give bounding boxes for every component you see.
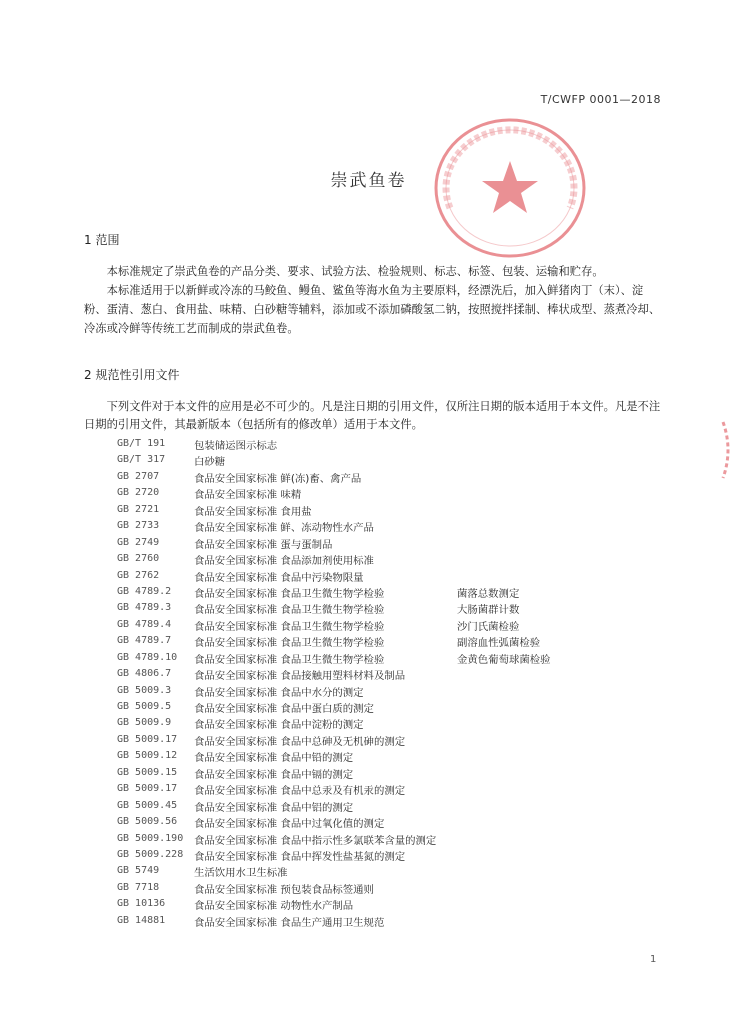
reference-code: GB 10136: [117, 898, 166, 910]
reference-code: GB 2707: [117, 470, 160, 482]
reference-code: GB 2720: [117, 487, 160, 499]
reference-title: 食品安全国家标准 食品卫生微生物学检验: [194, 637, 385, 650]
reference-title: 食品安全国家标准 食品添加剂使用标准: [194, 555, 374, 568]
reference-code: GB 2762: [117, 569, 160, 581]
reference-title: 包装储运图示标志: [194, 440, 278, 452]
reference-row: [117, 453, 677, 469]
reference-title: 食品安全国家标准 食品中指示性多氯联苯含量的测定: [194, 834, 437, 847]
reference-code: GB 5009.3: [117, 684, 172, 696]
reference-row: [117, 733, 677, 749]
reference-row: [117, 667, 677, 683]
section-1-paragraph: 本标准规定了崇武鱼卷的产品分类、要求、试验方法、检验规则、标志、标签、包装、运输和贮存。: [106, 265, 604, 278]
reference-row: [117, 552, 677, 568]
reference-title: 食品安全国家标准 预包装食品标签通则: [194, 883, 374, 896]
reference-title: 食品安全国家标准 食品中蛋白质的测定: [194, 703, 374, 715]
reference-title: 食品安全国家标准 鲜、冻动物性水产品: [194, 522, 374, 535]
reference-title: 食品安全国家标准 食品接触用塑料材料及制品: [194, 670, 406, 683]
document-title: 崇武鱼卷: [330, 171, 407, 191]
reference-title: 食品安全国家标准 食品中过氧化值的测定: [194, 818, 385, 831]
reference-code: GB 5009.9: [117, 717, 172, 729]
reference-code: GB 4789.2: [117, 585, 172, 597]
reference-row: [117, 536, 677, 552]
reference-row: [117, 864, 677, 880]
reference-title: 食品安全国家标准 食品卫生微生物学检验: [194, 604, 385, 617]
reference-row: [117, 601, 677, 617]
reference-row: [117, 716, 677, 732]
reference-code: GB 5009.17: [117, 733, 178, 745]
reference-title: 食品安全国家标准 食品卫生微生物学检验: [194, 620, 385, 633]
section-2-body: [84, 398, 664, 434]
reference-row: [117, 437, 677, 453]
reference-title: 食品安全国家标准 食品中淀粉的测定: [194, 719, 364, 732]
reference-title: 白砂糖: [194, 456, 226, 469]
standard-code: T/CWFP 0001—2018: [540, 93, 661, 106]
reference-title: 食品安全国家标准 食品中镉的测定: [194, 768, 354, 781]
reference-code: GB 5009.5: [117, 701, 172, 712]
reference-title: 食品安全国家标准 蛋与蛋制品: [194, 538, 333, 551]
reference-code: GB 5009.45: [117, 799, 178, 811]
reference-title: 食品安全国家标准 味精: [194, 489, 302, 502]
reference-row: [117, 881, 677, 897]
section-2-heading: 2 规范性引用文件: [84, 368, 180, 382]
reference-title: 食品安全国家标准 食品中铝的测定: [194, 801, 354, 814]
section-2-paragraph: 下列文件对于本文件的应用是必不可少的。凡是注日期的引用文件，仅所注日期的版本适用于本文件。凡是不注日期的引用文件，其最新版本（包括所有的修改单）适用于本文件。: [84, 400, 661, 431]
reference-row: [117, 782, 677, 798]
reference-title: 食品安全国家标准 食品中铅的测定: [194, 752, 354, 765]
reference-row: [117, 470, 677, 486]
reference-row: [117, 634, 677, 650]
reference-code: GB 2760: [117, 553, 160, 565]
reference-code: GB 2733: [117, 520, 160, 532]
reference-title: 食品安全国家标准 食品生产通用卫生规范: [194, 916, 385, 929]
reference-row: [117, 897, 677, 913]
reference-title: 食品安全国家标准 鲜(冻)畜、禽产品: [194, 472, 362, 485]
reference-row: [117, 585, 677, 601]
reference-code: GB 5009.17: [117, 783, 178, 795]
reference-title: 食品安全国家标准 食品中总砷及无机砷的测定: [194, 735, 406, 748]
reference-code: GB 7718: [117, 881, 160, 893]
reference-title: 食品安全国家标准 食品卫生微生物学检验: [194, 653, 385, 666]
reference-row: [117, 914, 677, 930]
reference-code: GB 4789.4: [117, 618, 172, 630]
reference-row: [117, 832, 677, 848]
reference-title: 食品安全国家标准 食品中挥发性盐基氮的测定: [194, 850, 406, 863]
reference-code: GB 4806.7: [117, 668, 172, 680]
reference-code: GB 5009.56: [117, 816, 178, 828]
reference-code: GB/T 317: [117, 454, 166, 466]
seal-edge-mark-icon: [719, 420, 737, 480]
reference-title: 食品安全国家标准 食品中水分的测定: [194, 686, 364, 699]
reference-row: [117, 569, 677, 585]
reference-title: 生活饮用水卫生标准: [194, 867, 288, 880]
reference-code: GB 2721: [117, 503, 160, 515]
reference-title: 食品安全国家标准 食品中污染物限量: [194, 571, 364, 584]
reference-code: GB 14881: [117, 914, 166, 926]
reference-row: [117, 651, 677, 667]
section-1-heading: 1 范围: [84, 233, 120, 247]
reference-row: [117, 766, 677, 782]
reference-code: GB 4789.3: [117, 602, 172, 614]
reference-code: GB 4789.10: [117, 651, 178, 663]
page-number: 1: [650, 954, 657, 965]
reference-subtitle: 金黄色葡萄球菌检验: [457, 653, 551, 666]
reference-row: [117, 503, 677, 519]
reference-subtitle: 菌落总数测定: [457, 587, 520, 600]
reference-title: 食品安全国家标准 食品卫生微生物学检验: [194, 587, 385, 600]
reference-row: [117, 684, 677, 700]
reference-row: [117, 749, 677, 765]
reference-row: [117, 815, 677, 831]
reference-code: GB 4789.7: [117, 635, 172, 647]
reference-subtitle: 沙门氏菌检验: [457, 620, 520, 633]
reference-code: GB 5009.190: [117, 832, 184, 844]
reference-title: 食品安全国家标准 食用盐: [194, 505, 312, 518]
reference-row: [117, 486, 677, 502]
reference-row: [117, 848, 677, 864]
reference-code: GB 5009.15: [117, 766, 178, 778]
reference-code: GB 5009.12: [117, 750, 178, 762]
reference-row: [117, 700, 677, 716]
reference-subtitle: 副溶血性弧菌检验: [457, 637, 541, 650]
section-1-body: [84, 262, 664, 338]
reference-subtitle: 大肠菌群计数: [457, 604, 520, 617]
reference-row: [117, 618, 677, 634]
reference-row: [117, 519, 677, 535]
reference-title: 食品安全国家标准 动物性水产制品: [194, 900, 354, 913]
reference-code: GB 2749: [117, 536, 160, 548]
reference-code: GB 5009.228: [117, 848, 184, 860]
normative-reference-list: [117, 437, 677, 930]
reference-code: GB/T 191: [117, 438, 166, 449]
reference-code: GB 5749: [117, 865, 160, 877]
section-1-paragraph: 本标准适用于以新鲜或冷冻的马鲛鱼、鳗鱼、鲨鱼等海水鱼为主要原料，经漂洗后，加入鲜猪肉丁（末）、淀粉、蛋清、葱白、食用盐、味精、白砂糖等辅料，添加或不添加磷酸氢二钠，按照搅拌揉制、棒状成型、蒸煮冷却、冷冻或冷鲜等传统工艺而制成的崇武鱼卷。: [84, 284, 661, 335]
reference-row: [117, 799, 677, 815]
reference-title: 食品安全国家标准 食品中总汞及有机汞的测定: [194, 785, 406, 798]
